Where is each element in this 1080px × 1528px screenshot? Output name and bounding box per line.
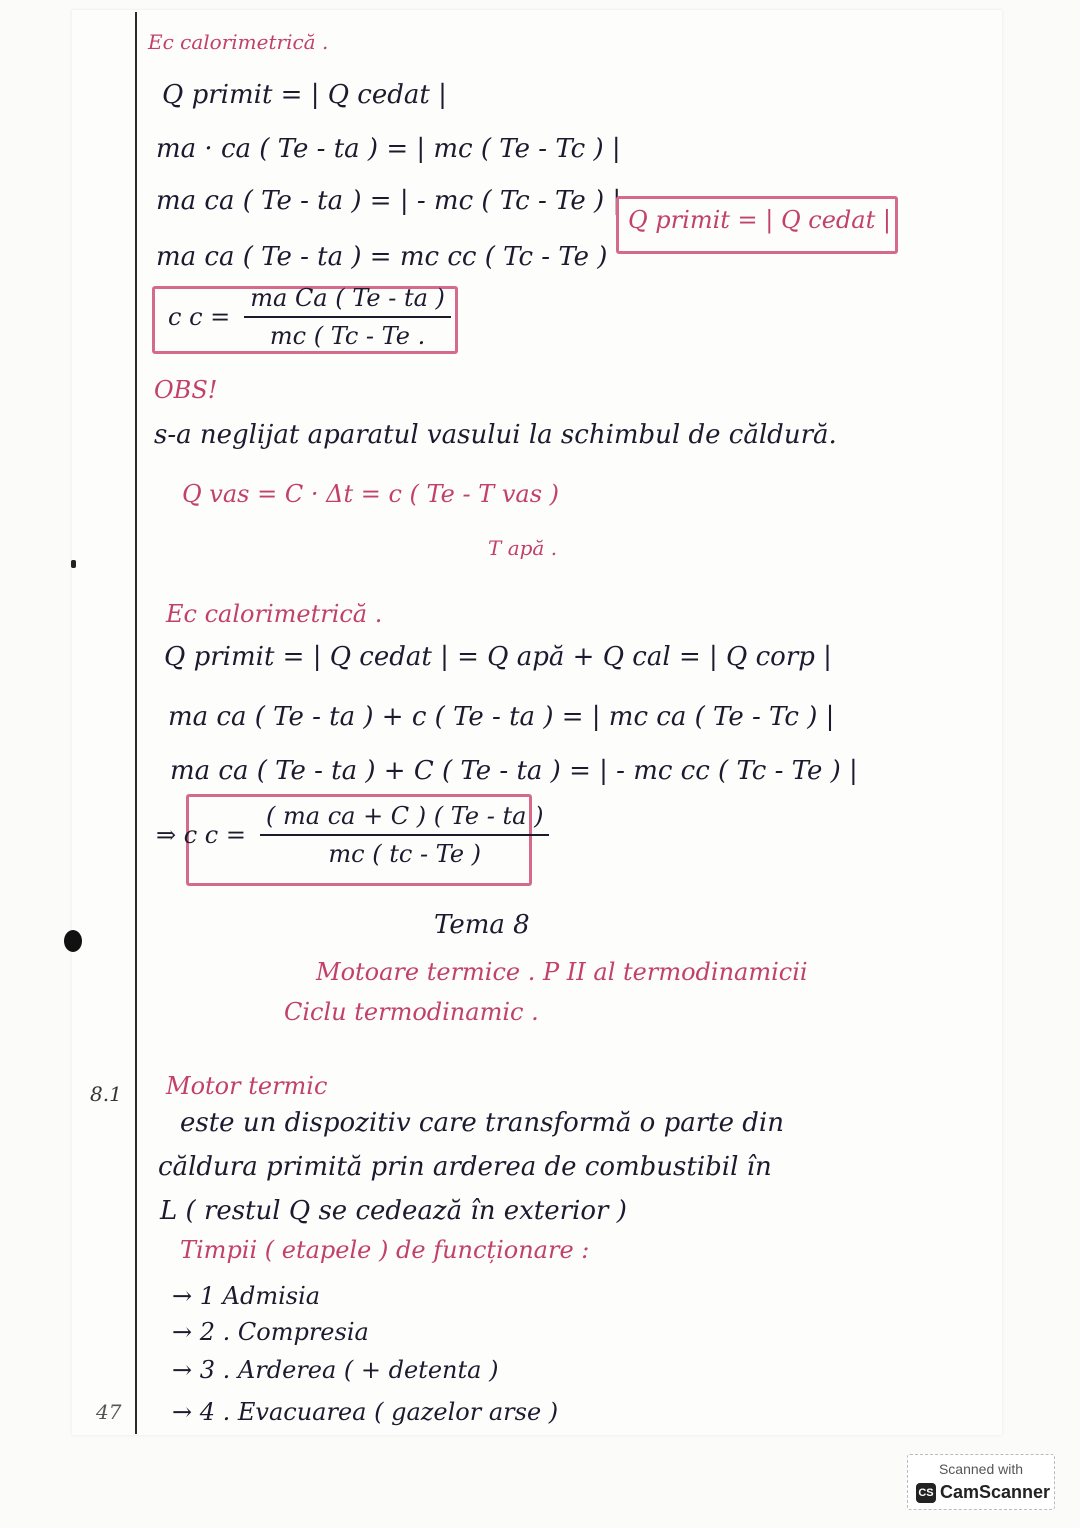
- result-formula: [156, 802, 549, 868]
- fraction: [260, 802, 549, 868]
- formula-lhs: ⇒ c c =: [156, 821, 246, 849]
- result-formula: [168, 284, 451, 350]
- paragraph-line: L ( restul Q se cedează în exterior ): [160, 1196, 627, 1226]
- obs-note: T apă .: [488, 536, 558, 560]
- paragraph-line: căldura primită prin arderea de combustibil în: [158, 1152, 772, 1182]
- obs-equation: Q vas = C · Δt = c ( Te - T vas ): [182, 480, 560, 508]
- list-item: → 1 Admisia: [172, 1282, 321, 1310]
- tema-subtitle: Motoare termice . P II al termodinamicii: [316, 958, 808, 986]
- list-item: → 2 . Compresia: [172, 1318, 369, 1346]
- ink-dot: [71, 560, 76, 568]
- paragraph-line: este un dispozitiv care transformă o parte din: [180, 1108, 784, 1138]
- tema-subtitle: Ciclu termodinamic .: [284, 998, 539, 1026]
- fraction: [244, 284, 451, 350]
- camscanner-logo-icon: CS: [916, 1483, 936, 1503]
- fraction-numerator: ( ma ca + C ) ( Te - ta ): [260, 802, 549, 836]
- fraction-denominator: mc ( tc - Te ): [328, 840, 482, 868]
- obs-text: s-a neglijat aparatul vasului la schimbul de căldură.: [154, 420, 837, 450]
- equation-line: ma ca ( Te - ta ) + c ( Te - ta ) = | mc ca ( Te - Tc ) |: [168, 702, 835, 732]
- steps-heading: Timpii ( etapele ) de funcționare :: [180, 1236, 590, 1264]
- equation-line: ma · ca ( Te - ta ) = | mc ( Te - Tc ) |: [156, 134, 621, 164]
- side-formula: Q primit = | Q cedat |: [628, 206, 891, 234]
- section2-heading: Ec calorimetrică .: [166, 600, 383, 628]
- section1-heading: Ec calorimetrică .: [148, 30, 329, 54]
- camscanner-watermark: [907, 1454, 1055, 1510]
- binder-hole: [64, 930, 82, 952]
- equation-line: Q primit = | Q cedat |: [162, 80, 447, 110]
- obs-label: OBS!: [154, 376, 218, 404]
- formula-lhs: c c =: [168, 303, 231, 331]
- section-number: 8.1: [90, 1082, 122, 1106]
- fraction-denominator: mc ( Tc - Te .: [269, 322, 426, 350]
- list-item: → 4 . Evacuarea ( gazelor arse ): [172, 1398, 559, 1426]
- section81-heading: Motor termic: [166, 1072, 328, 1100]
- page-number: 47: [96, 1400, 122, 1424]
- tema-title: Tema 8: [434, 910, 530, 940]
- margin-line: [135, 12, 137, 1434]
- equation-line: ma ca ( Te - ta ) = mc cc ( Tc - Te ): [156, 242, 608, 272]
- watermark-text: Scanned with: [938, 1461, 1024, 1477]
- equation-line: ma ca ( Te - ta ) = | - mc ( Tc - Te ) |: [156, 186, 622, 216]
- list-item: → 3 . Arderea ( + detenta ): [172, 1356, 499, 1384]
- watermark-brand: CamScanner: [940, 1482, 1051, 1502]
- equation-line: Q primit = | Q cedat | = Q apă + Q cal = | Q corp |: [164, 642, 832, 672]
- equation-line: ma ca ( Te - ta ) + C ( Te - ta ) = | - mc cc ( Tc - Te ) |: [170, 756, 858, 786]
- fraction-numerator: ma Ca ( Te - ta ): [244, 284, 451, 318]
